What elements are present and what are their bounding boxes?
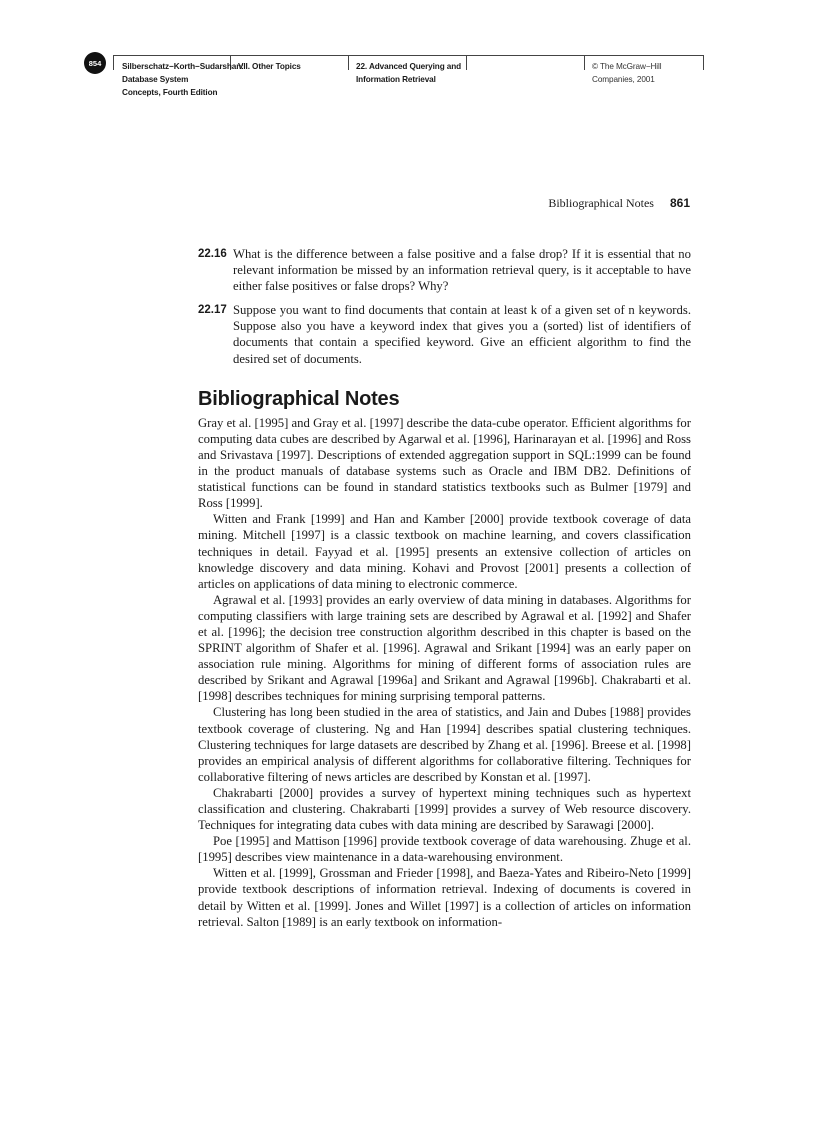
page-header xyxy=(0,0,816,110)
header-chapter-title: 22. Advanced Querying and Information Retrieval xyxy=(356,62,462,84)
exercise-number: 22.16 xyxy=(198,248,227,260)
header-copyright: © The McGraw−Hill Companies, 2001 xyxy=(592,62,662,84)
body-text xyxy=(198,246,691,930)
exercise-text: What is the difference between a false positive and a false drop? If it is essential that no relevant information be missed by an information retrieval query, is it acceptable to have either false positives or false drops? Why? xyxy=(233,247,691,294)
exercise-item xyxy=(198,246,691,294)
exercise-text: Suppose you want to find documents that contain at least k of a given set of n keywords. Suppose also you have a keyword index that gives you a (sorted) list of identifiers of documents that contain a specified keyword. Give an efficient algorithm to find the desired set of documents. xyxy=(233,303,691,366)
exercise-number: 22.17 xyxy=(198,304,227,317)
paragraph: Witten and Frank [1999] and Han and Kamber [2000] provide textbook coverage of data mining. Mitchell [1997] is a classic textbook on machine learning, and covers classification techniques in detail. Fayyad et al. [1995] presents an extensive collection of articles on knowledge discovery and data mining. Kohavi and Provost [2001] presents a collection of articles on applications of data mining to electronic commerce. xyxy=(198,512,691,591)
exercise-item xyxy=(198,302,691,366)
paragraph: Witten et al. [1999], Grossman and Frieder [1998], and Baeza-Yates and Ribeiro-Neto [1999] provide textbook descriptions of information retrieval. Indexing of documents is covered in detail by Witten et al. [1999]. Jones and Willet [1997] is a collection of articles on information retrieval. Salton [1989] is an early textbook on information- xyxy=(198,866,691,929)
page-number: 861 xyxy=(669,196,690,210)
header-book-title: Silberschatz−Korth−Sudarshan: Database System Concepts, Fourth Edition xyxy=(122,62,244,97)
running-head-title: Bibliographical Notes xyxy=(548,196,654,210)
header-part-title: VII. Other Topics xyxy=(238,62,301,71)
paragraph: Poe [1995] and Mattison [1996] provide textbook coverage of data warehousing. Zhuge et al. [1995] describes view maintenance in a data-warehousing environment. xyxy=(198,834,691,865)
header-divider xyxy=(466,55,585,70)
paragraph: Gray et al. [1995] and Gray et al. [1997] describe the data-cube operator. Efficient algorithms for computing data cubes are described by Agarwal et al. [1996], Harinarayan et al. [1996] and Ross and Srivastava [1997]. Descriptions of extended aggregation support in SQL:1999 can be found in the product manuals of database systems such as Oracle and IBM DB2. Definitions of statistical functions can be found in standard statistics textbooks such as Bulmer [1979] and Ross [1999]. xyxy=(198,415,691,511)
source-page-badge: 854 xyxy=(84,52,106,74)
running-head xyxy=(480,196,690,211)
section-heading: Bibliographical Notes xyxy=(198,387,400,410)
paragraph: Chakrabarti [2000] provides a survey of hypertext mining techniques such as hypertext classification and clustering. Chakrabarti [1999] provides a survey of Web resource discovery. Techniques for integrating data cubes with data mining are described by Sarawagi [2000]. xyxy=(198,785,691,833)
paragraph: Clustering has long been studied in the area of statistics, and Jain and Dubes [1988] provides textbook coverage of clustering. Ng and Han [1994] describes spatial clustering techniques. Clustering techniques for large datasets are described by Zhang et al. [1996]. Breese et al. [1998] provides an empirical analysis of different algorithms for collaborative filtering. Techniques for collaborative filtering of news articles are described by Konstan et al. [1997]. xyxy=(198,705,691,784)
paragraph: Agrawal et al. [1993] provides an early overview of data mining in databases. Algorithms for computing classifiers with large training sets are described by Agrawal et al. [1992] and Shafer et al. [1996]; the decision tree construction algorithm described in this chapter is based on the SPRINT algorithm of Shafer et al. [1996]. Agrawal and Srikant [1994] was an early paper on association rule mining. Algorithms for mining of different forms of association rules are described by Srikant and Agrawal [1996a] and Srikant and Agrawal [1996b]. Chakrabarti et al. [1998] describes techniques for mining surprising temporal patterns. xyxy=(198,592,691,704)
